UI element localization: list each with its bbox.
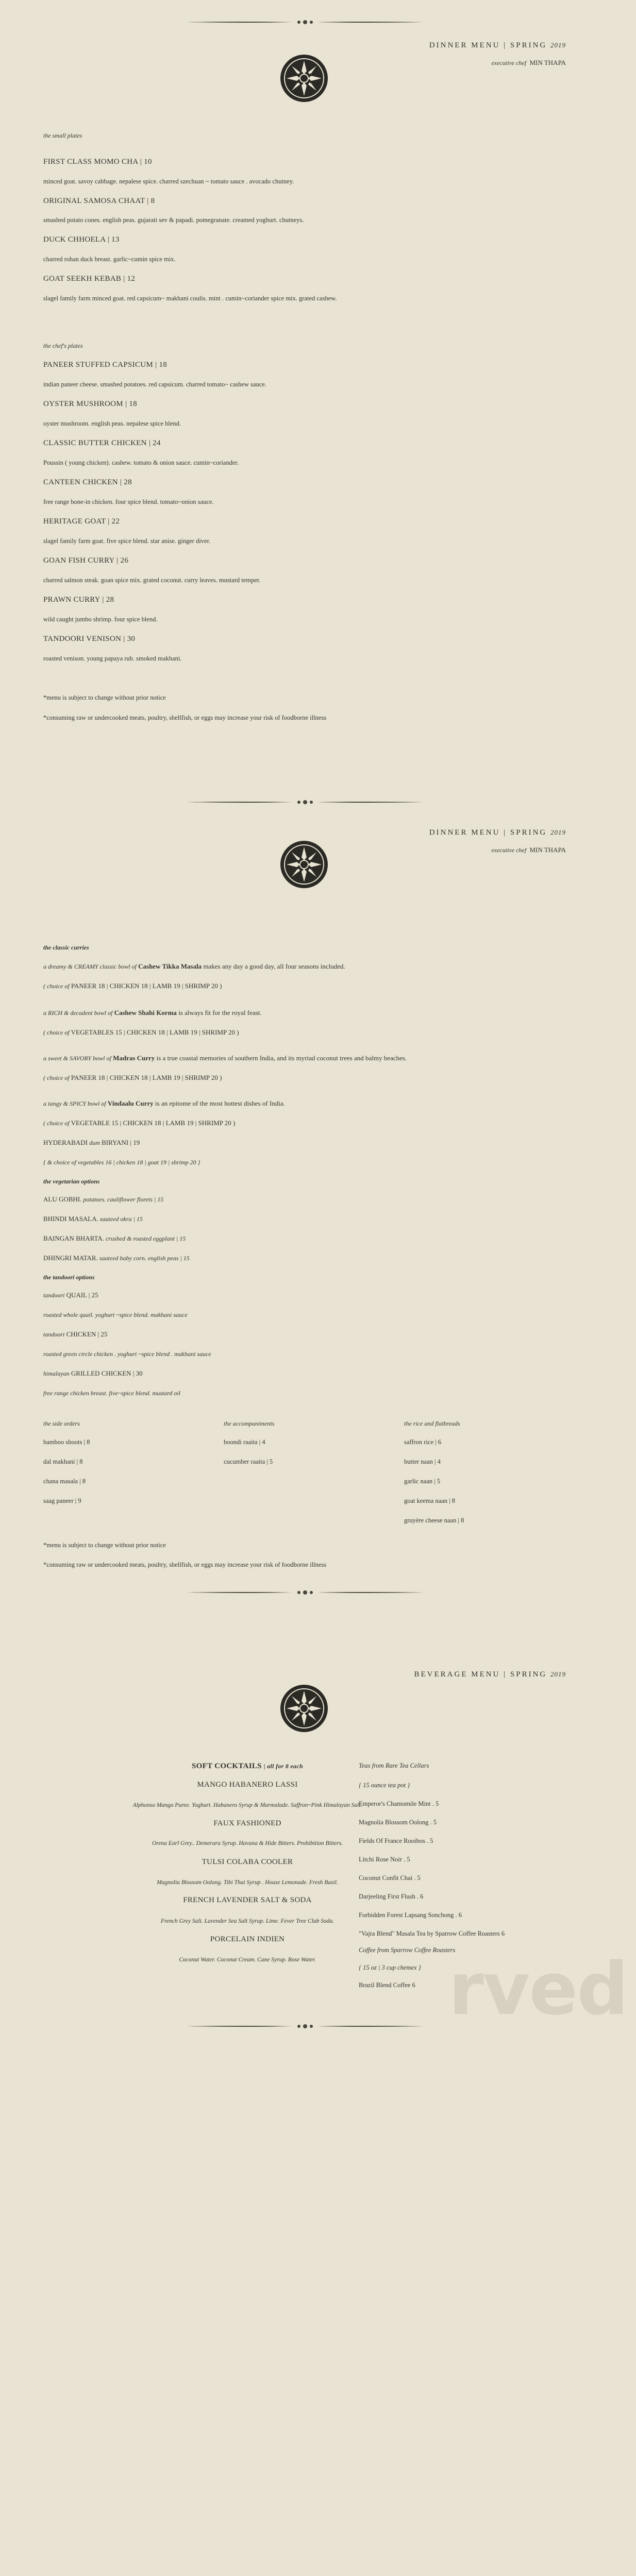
dish-description: charred salmon steak. goan spice mix. grated coconut. curry leaves. mustard temper. [43, 577, 261, 584]
teas-header: Teas from Rare Tea Cellars [359, 1762, 429, 1769]
tea-item: Fields Of France Rooibos . 5 [359, 1837, 433, 1844]
dish-name: CANTEEN CHICKEN | 28 [43, 478, 132, 486]
drink-name: PORCELAIN INDIEN [210, 1935, 285, 1943]
accompaniment-item: cucumber raaita | 5 [224, 1458, 273, 1465]
soft-cocktails-header: SOFT COCKTAILS | all for 8 each [192, 1762, 303, 1770]
teas-price-note: { 15 ounce tea pot } [359, 1782, 410, 1789]
vegetarian-item: BAINGAN BHARTA. crushed & roasted eggplant | 15 [43, 1234, 186, 1242]
dish-description: wild caught jumbo shrimp. four spice blend. [43, 616, 158, 623]
curry-tikka-masala: a dreamy & CREAMY classic bowl of Cashew Tikka Masala makes any day a good day, all four seasons included. [43, 962, 345, 970]
restaurant-logo-icon [279, 54, 329, 103]
tandoori-item: tandoori CHICKEN | 25 [43, 1330, 108, 1338]
coffee-header: Coffee from Sparrow Coffee Roasters [359, 1946, 456, 1954]
drink-description: Orena Earl Grey.. Demerara Syrup. Havana & Hide Bitters. Prohibition Bitters. [152, 1840, 343, 1846]
drink-name: FRENCH LAVENDER SALT & SODA [183, 1896, 312, 1904]
food-safety-note: *consuming raw or undercooked meats, poultry, shellfish, or eggs may increase your risk of foodborne illness [43, 1561, 327, 1568]
drink-description: Alphonso Mango Puree. Yoghurt. Habanero Syrup & Marmalade. Saffron~Pink Himalayan Salt. [132, 1802, 362, 1808]
drink-name: FAUX FASHIONED [213, 1819, 281, 1827]
dish-name: OYSTER MUSHROOM | 18 [43, 400, 137, 408]
dish-name: TANDOORI VENISON | 30 [43, 635, 136, 643]
tandoori-item-desc: free range chicken breast. five~spice blend. mustard oil [43, 1389, 181, 1397]
tandoori-item: himalayan GRILLED CHICKEN | 30 [43, 1369, 143, 1377]
dish-description: charred rohan duck breast. garlic~cumin spice mix. [43, 256, 176, 263]
tandoori-item-desc: roasted whole quail. yoghurt ~spice blend. makhani sauce [43, 1311, 188, 1318]
tea-item: "Vajra Blend" Masala Tea by Sparrow Coffee Roasters 6 [359, 1930, 505, 1937]
dish-name: GOAN FISH CURRY | 26 [43, 556, 129, 565]
side-order-item: bamboo shoots | 8 [43, 1438, 90, 1446]
restaurant-logo-icon [279, 840, 329, 889]
rice-flatbread-item: saffron rice | 6 [404, 1438, 442, 1446]
restaurant-logo-icon [279, 1684, 329, 1733]
section-label-classic-curries: the classic curries [43, 944, 89, 951]
dish-description: roasted venison. young papaya rub. smoked makhani. [43, 655, 182, 662]
dish-name: HERITAGE GOAT | 22 [43, 517, 120, 526]
dish-name: ORIGINAL SAMOSA CHAAT | 8 [43, 197, 155, 205]
drink-description: Magnolia Blossom Oolong. Tibi Thai Syrup . House Lemonade. Fresh Basil. [157, 1879, 338, 1886]
tea-item: Magnolia Blossom Oolong . 5 [359, 1819, 437, 1826]
dinner-menu-page-1 [0, 0, 636, 799]
side-order-item: saag paneer | 9 [43, 1497, 81, 1504]
drink-name: TULSI COLABA COOLER [202, 1858, 293, 1866]
tandoori-item: tandoori QUAIL | 25 [43, 1291, 98, 1299]
vegetarian-item: ALU GOBHI. potatoes. cauliflower florets | 15 [43, 1195, 164, 1203]
section-label-accompaniments: the accompaniments [224, 1420, 275, 1427]
rice-flatbread-item: gruyère cheese naan | 8 [404, 1517, 464, 1524]
tea-item: Emperor's Chamomile Mint . 5 [359, 1800, 439, 1807]
tea-item: Litchi Rose Noir . 5 [359, 1856, 410, 1863]
curry-vindaalu: a tangy & SPICY bowl of Vindaalu Curry is an epitome of the most hottest dishes of India. [43, 1099, 285, 1107]
ornament-divider-bottom [187, 2023, 424, 2030]
dish-name: PRAWN CURRY | 28 [43, 596, 114, 604]
rice-flatbread-item: garlic naan | 5 [404, 1478, 441, 1485]
dish-description: minced goat. savoy cabbage. nepalese spice. charred szechuan ~ tomato sauce . avocado chutney. [43, 178, 294, 185]
dish-description: slagel family farm minced goat. red capsicum~ makhani coulis. mint . cumin~coriander spice mix. grated cashew. [43, 295, 337, 302]
vegetarian-item: DHINGRI MATAR. sauteed baby corn. english peas | 15 [43, 1254, 190, 1262]
biryani-choice: { & choice of vegetables 16 | chicken 18 | goat 19 | shrimp 20 } [43, 1159, 200, 1166]
menu-change-note: *menu is subject to change without prior notice [43, 694, 166, 701]
chef-credit: executive chef MIN THAPA [491, 59, 566, 66]
drink-name: MANGO HABANERO LASSI [197, 1781, 298, 1789]
ornament-divider-top [187, 1589, 424, 1596]
rice-flatbread-item: butter naan | 4 [404, 1458, 441, 1465]
dish-description: Poussin ( young chicken). cashew. tomato & onion sauce. cumin~coriander. [43, 459, 239, 466]
dish-name: PANEER STUFFED CAPSICUM | 18 [43, 361, 168, 369]
dish-description: smashed potato cones. english peas. gujarati sev & papadi. pomegranate. creamed yoghurt. chutneys. [43, 216, 304, 224]
ornament-divider-top [187, 19, 424, 26]
side-order-item: dal makhani | 8 [43, 1458, 83, 1465]
tandoori-item-desc: roasted green circle chicken . yoghurt ~spice blend . makhani sauce [43, 1350, 211, 1358]
coffee-price-note: { 15 oz | 3 cup chemex } [359, 1964, 421, 1971]
dish-name: FIRST CLASS MOMO CHA | 10 [43, 158, 152, 166]
drink-description: French Grey Salt. Lavender Sea Salt Syrup. Lime. Fever Tree Club Soda. [160, 1918, 334, 1924]
section-label-vegetarian: the vegetarian options [43, 1178, 100, 1185]
side-order-item: chana masala | 8 [43, 1478, 86, 1485]
section-label-tandoori: the tandoori options [43, 1274, 95, 1281]
dinner-menu-page-2 [0, 799, 636, 1592]
dish-name: CLASSIC BUTTER CHICKEN | 24 [43, 439, 161, 447]
chef-credit: executive chef MIN THAPA [491, 846, 566, 854]
section-label-chefs-plates: the chef's plates [43, 342, 83, 349]
dish-description: free range bone-in chicken. four spice blend. tomato~onion sauce. [43, 498, 214, 505]
tea-item: Forbidden Forest Lapsang Sonchong . 6 [359, 1911, 462, 1919]
dish-description: indian paneer cheese. smashed potatoes. red capsicum. charred tomato~ cashew sauce. [43, 381, 266, 388]
section-label-small-plates: the small plates [43, 132, 82, 139]
ornament-divider-top [187, 799, 424, 806]
section-label-side-orders: the side orders [43, 1420, 80, 1427]
vegetarian-item: BHINDI MASALA. sauteed okra | 15 [43, 1215, 143, 1223]
menu-title: BEVERAGE MENU | SPRING 2019 [414, 1670, 566, 1679]
coffee-item: Brazil Blend Coffee 6 [359, 1981, 415, 1989]
tea-item: Darjeeling First Flush . 6 [359, 1893, 424, 1900]
curry-choice: ( choice of VEGETABLE 15 | CHICKEN 18 | LAMB 19 | SHRIMP 20 ) [43, 1119, 236, 1127]
tea-item: Coconut Confit Chai . 5 [359, 1874, 421, 1882]
rice-flatbread-item: goat keema naan | 8 [404, 1497, 455, 1504]
curry-choice: ( choice of PANEER 18 | CHICKEN 18 | LAMB 19 | SHRIMP 20 ) [43, 982, 222, 990]
food-safety-note: *consuming raw or undercooked meats, poultry, shellfish, or eggs may increase your risk of foodborne illness [43, 714, 327, 721]
curry-choice: ( choice of VEGETABLES 15 | CHICKEN 18 | LAMB 19 | SHRIMP 20 ) [43, 1028, 239, 1036]
curry-shahi-korma: a RICH & decadent bowl of Cashew Shahi Korma is always fit for the royal feast. [43, 1009, 262, 1016]
dish-name: DUCK CHHOELA | 13 [43, 235, 120, 244]
menu-change-note: *menu is subject to change without prior notice [43, 1541, 166, 1549]
drink-description: Coconut Water. Coconut Cream. Cane Syrup. Rose Water. [179, 1957, 316, 1963]
curry-madras: a sweet & SAVORY bowl of Madras Curry is a true coastal memories of southern India, and its myriad coconut trees and balmy beaches. [43, 1054, 407, 1062]
accompaniment-item: boondi raaita | 4 [224, 1438, 265, 1446]
dish-name: GOAT SEEKH KEBAB | 12 [43, 275, 136, 283]
menu-title: DINNER MENU | SPRING 2019 [429, 41, 566, 49]
watermark-text: rved [448, 1947, 628, 2031]
curry-choice: ( choice of PANEER 18 | CHICKEN 18 | LAMB 19 | SHRIMP 20 ) [43, 1074, 222, 1081]
beverage-menu-page [0, 1587, 636, 2037]
menu-title: DINNER MENU | SPRING 2019 [429, 828, 566, 837]
dish-description: slagel family farm goat. five spice blend. star anise. ginger diver. [43, 537, 211, 545]
dish-description: oyster mushroom. english peas. nepalese spice blend. [43, 420, 181, 427]
biryani: HYDERABADI dum BIRYANI | 19 [43, 1139, 140, 1146]
section-label-rice-flatbreads: the rice and flatbreads [404, 1420, 460, 1427]
